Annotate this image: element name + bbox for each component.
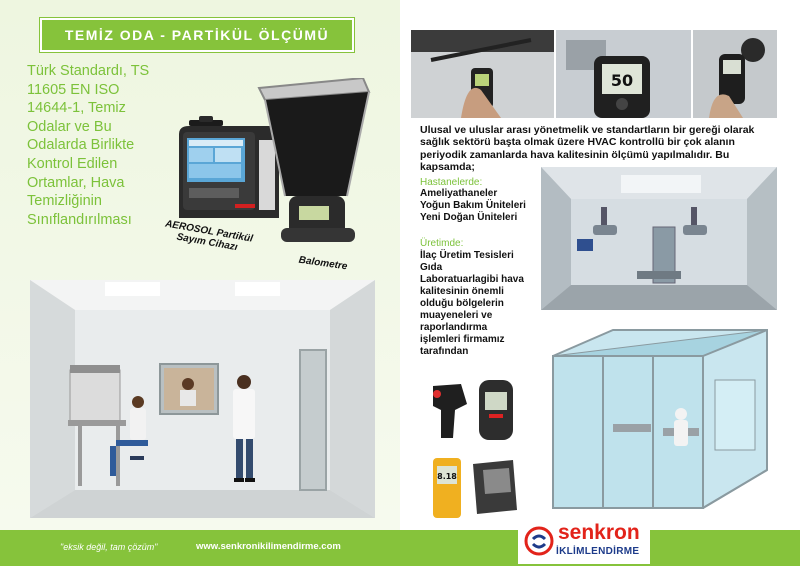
balometre-label: Balometre	[298, 254, 348, 273]
list-item: Ameliyathaneler	[420, 188, 498, 199]
title-banner	[40, 18, 354, 52]
page-title: TEMİZ ODA - PARTİKÜL ÖLÇÜMÜ	[64, 27, 330, 43]
meter-big-reading: 50	[610, 71, 634, 90]
list-item: Yeni Doğan Üniteleri	[420, 212, 518, 223]
operating-room-photo	[541, 167, 777, 310]
balometre-photo	[255, 78, 373, 250]
footer-website-link[interactable]: www.senkronikilimendirme.com	[196, 541, 341, 552]
intro-paragraph: Ulusal ve uluslar arası yönetmelik ve standartların bir gereği olarak sağlık sektörü başta olmak üzere HVAC kontrollü bir çok alanın periyodik zamanlarda hava kalitesinin ölçümü yapılmalıdır. Bu kapsamda;	[420, 124, 755, 173]
production-list	[420, 250, 528, 358]
production-heading: Üretimde:	[420, 238, 464, 249]
list-item: Laboratuarlagibi hava kalitesinin önemli olduğu bölgelerin muayeneleri ve raporlandırma işlemleri firmamız tarafından	[420, 274, 524, 357]
footer-slogan: "eksik değil, tam çözüm"	[60, 542, 158, 552]
aerosol-label: AEROSOL Partikül Sayım Cihazı	[164, 218, 254, 254]
standard-description: Türk Standardı, TS 11605 EN ISO 14644-1, Temiz Odalar ve Bu Odalarda Birlikte Kontrol Edilen Ortamlar, Hava Temizliğinin Sınıflandırılması	[27, 63, 150, 228]
list-item: Gıda	[420, 262, 443, 273]
list-item: İlaç Üretim Tesisleri	[420, 250, 514, 261]
measurement-photo-2	[556, 30, 691, 118]
meter-small-reading: 8.18	[437, 472, 457, 481]
hospitals-list	[420, 188, 540, 224]
handheld-devices-photo	[425, 380, 525, 520]
list-item: Yoğun Bakım Üniteleri	[420, 200, 526, 211]
measurement-photo-1	[411, 30, 554, 118]
logo-name: senkron	[558, 521, 640, 544]
hospitals-heading: Hastanelerde:	[420, 177, 483, 188]
cleanroom-cabin-photo	[543, 320, 777, 520]
cleanroom-photo	[30, 280, 375, 518]
logo-subtitle: İKLİMLENDİRME	[556, 546, 640, 557]
measurement-photo-3	[693, 30, 777, 118]
senkron-logo-icon	[524, 526, 554, 556]
